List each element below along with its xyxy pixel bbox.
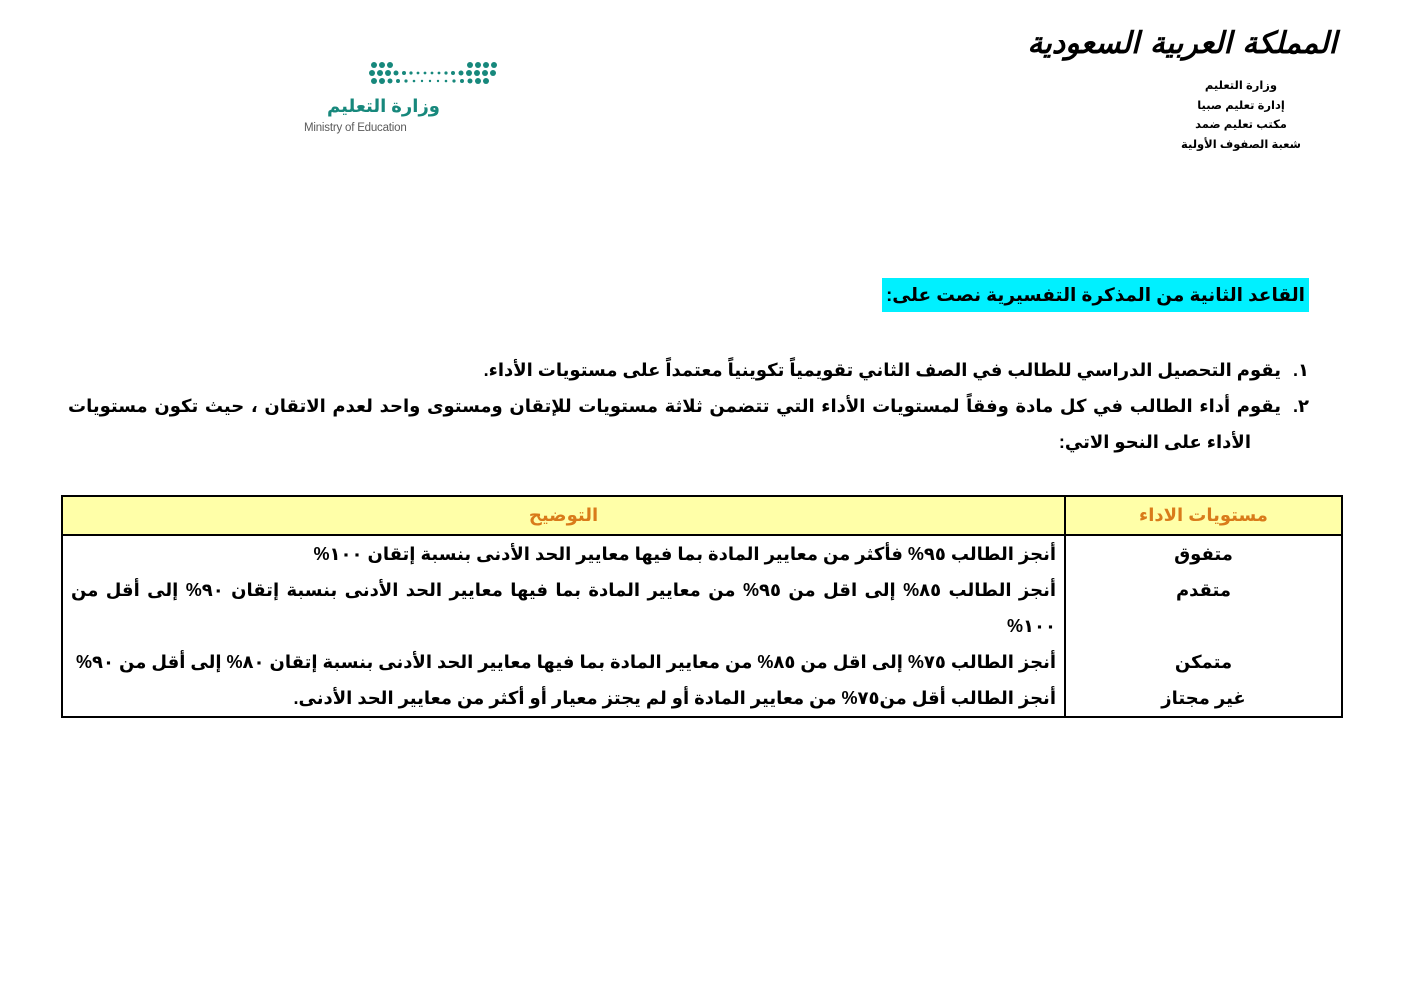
office-lines — [1171, 77, 1311, 155]
table-row — [62, 644, 1342, 680]
office-line-office: مكتب تعليم ضمد — [1195, 119, 1287, 131]
level-cell: متمكن — [1065, 644, 1342, 680]
performance-levels-table — [61, 495, 1343, 718]
table-row — [62, 572, 1342, 644]
column-header-description: التوضيح — [62, 496, 1065, 535]
paragraph-2-number: ٢. — [1292, 396, 1309, 416]
description-cell: أنجز الطالب أقل من٧٥% من معايير المادة أو لم يجتز معيار أو أكثر من معايير الحد الأدنى. — [62, 680, 1065, 717]
description-cell: أنجز الطالب ٨٥% إلى اقل من ٩٥% من معايير المادة بما فيها معايير الحد الأدنى بنسبة إتقان ٩٠% إلى أقل من ١٠٠% — [62, 572, 1065, 644]
description-cell: أنجز الطالب ٩٥% فأكثر من معايير المادة بما فيها معايير الحد الأدنى بنسبة إتقان ١٠٠% — [62, 535, 1065, 572]
level-cell: متفوق — [1065, 535, 1342, 572]
section-heading: القاعد الثانية من المذكرة التفسيرية نصت على: — [882, 278, 1309, 312]
paragraph-1-text: يقوم التحصيل الدراسي للطالب في الصف الثاني تقويمياً تكوينياً معتمداً على مستويات الأداء. — [483, 360, 1281, 380]
office-line-division: شعبة الصفوف الأولية — [1181, 138, 1301, 151]
moe-english-name: Ministry of Education — [304, 122, 407, 134]
paragraph-1 — [483, 352, 1309, 389]
paragraph-1-number: ١. — [1292, 360, 1309, 380]
column-header-levels: مستويات الاداء — [1065, 496, 1342, 535]
paragraph-2-text-line1: يقوم أداء الطالب في كل مادة وفقاً لمستويات الأداء التي تتضمن ثلاثة مستويات للإتقان ومستوى واحد لعدم الاتقان ، حيث تكون مستويات — [68, 396, 1281, 416]
moe-dots-icon — [368, 60, 502, 90]
level-cell: غير مجتاز — [1065, 680, 1342, 717]
paragraph-2 — [68, 388, 1309, 425]
office-line-ministry: وزارة التعليم — [1204, 80, 1278, 92]
ministry-of-education-logo — [300, 60, 510, 140]
table-row — [62, 535, 1342, 572]
kingdom-calligraphy-logo: المملكة العربية السعودية — [1027, 26, 1337, 61]
description-cell: أنجز الطالب ٧٥% إلى اقل من ٨٥% من معايير المادة بما فيها معايير الحد الأدنى بنسبة إتقان ٨٠% إلى أقل من ٩٠% — [62, 644, 1065, 680]
paragraph-2-text-line2: الأداء على النحو الاتي: — [1058, 432, 1251, 452]
table-row — [62, 680, 1342, 717]
level-cell: متقدم — [1065, 572, 1342, 644]
table-header-row — [62, 496, 1342, 535]
office-line-administration: إدارة تعليم صبيا — [1197, 99, 1285, 112]
moe-arabic-name: وزارة التعليم — [327, 96, 440, 116]
